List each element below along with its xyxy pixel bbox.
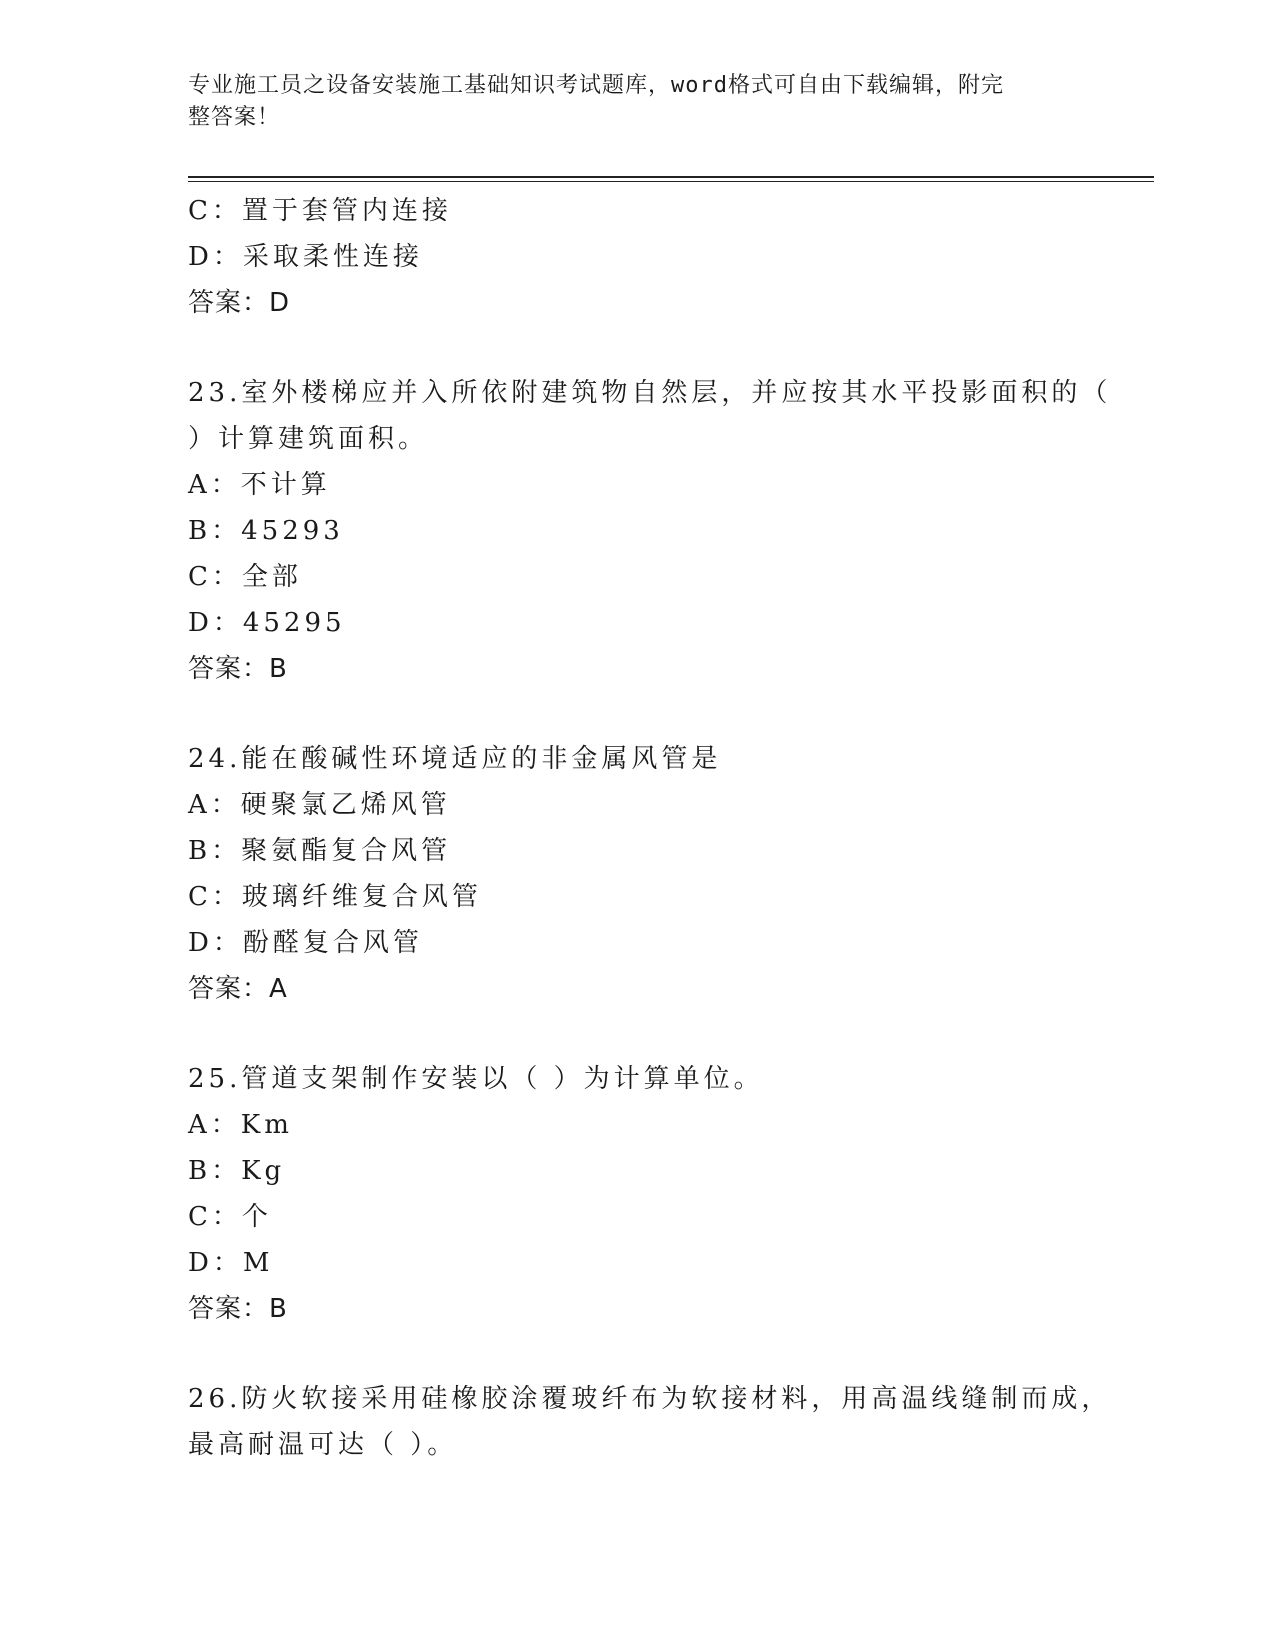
- header-divider-thick: [188, 176, 1154, 178]
- question-26: [188, 1376, 1112, 1468]
- question-fragment: [188, 188, 1088, 326]
- question-23: [188, 370, 1112, 692]
- question-stem-line-1: 23.室外楼梯应并入所依附建筑物自然层，并应按其水平投影面积的（: [188, 378, 1112, 408]
- option-b: B：Kg: [188, 1156, 286, 1186]
- document-header: [188, 70, 1068, 134]
- option-c: C：个: [188, 1202, 272, 1232]
- question-list: [188, 188, 1112, 1468]
- option-d: D：45295: [188, 608, 346, 638]
- answer-line: 答案：B: [188, 1294, 288, 1324]
- option-d: D：M: [188, 1248, 274, 1278]
- header-divider-thin: [188, 181, 1154, 182]
- option-a: A：不计算: [188, 470, 331, 500]
- option-a: A：Km: [188, 1110, 293, 1140]
- question-stem-line-1: 24.能在酸碱性环境适应的非金属风管是: [188, 744, 722, 774]
- option-b: B：45293: [188, 516, 344, 546]
- option-c: C：置于套管内连接: [188, 196, 452, 226]
- option-d: D：酚醛复合风管: [188, 928, 423, 958]
- question-stem-line-1: 26.防火软接采用硅橡胶涂覆玻纤布为软接材料，用高温线缝制而成，: [188, 1384, 1112, 1414]
- option-c: C：玻璃纤维复合风管: [188, 882, 482, 912]
- question-stem-line-1: 25.管道支架制作安装以（ ）为计算单位。: [188, 1064, 764, 1094]
- question-24: [188, 736, 1088, 1012]
- question-stem-line-2: ）计算建筑面积。: [188, 424, 429, 454]
- option-d: D：采取柔性连接: [188, 242, 423, 272]
- header-line-1: 专业施工员之设备安装施工基础知识考试题库，word格式可自由下载编辑，附完: [188, 73, 1004, 98]
- question-25: [188, 1056, 1088, 1332]
- option-b: B：聚氨酯复合风管: [188, 836, 452, 866]
- header-line-2: 整答案！: [188, 105, 281, 130]
- answer-line: 答案：A: [188, 974, 288, 1004]
- question-stem-line-2: 最高耐温可达（ ）。: [188, 1430, 458, 1460]
- answer-line: 答案：B: [188, 654, 288, 684]
- answer-line: 答案：D: [188, 288, 291, 318]
- option-a: A：硬聚氯乙烯风管: [188, 790, 451, 820]
- option-c: C：全部: [188, 562, 302, 592]
